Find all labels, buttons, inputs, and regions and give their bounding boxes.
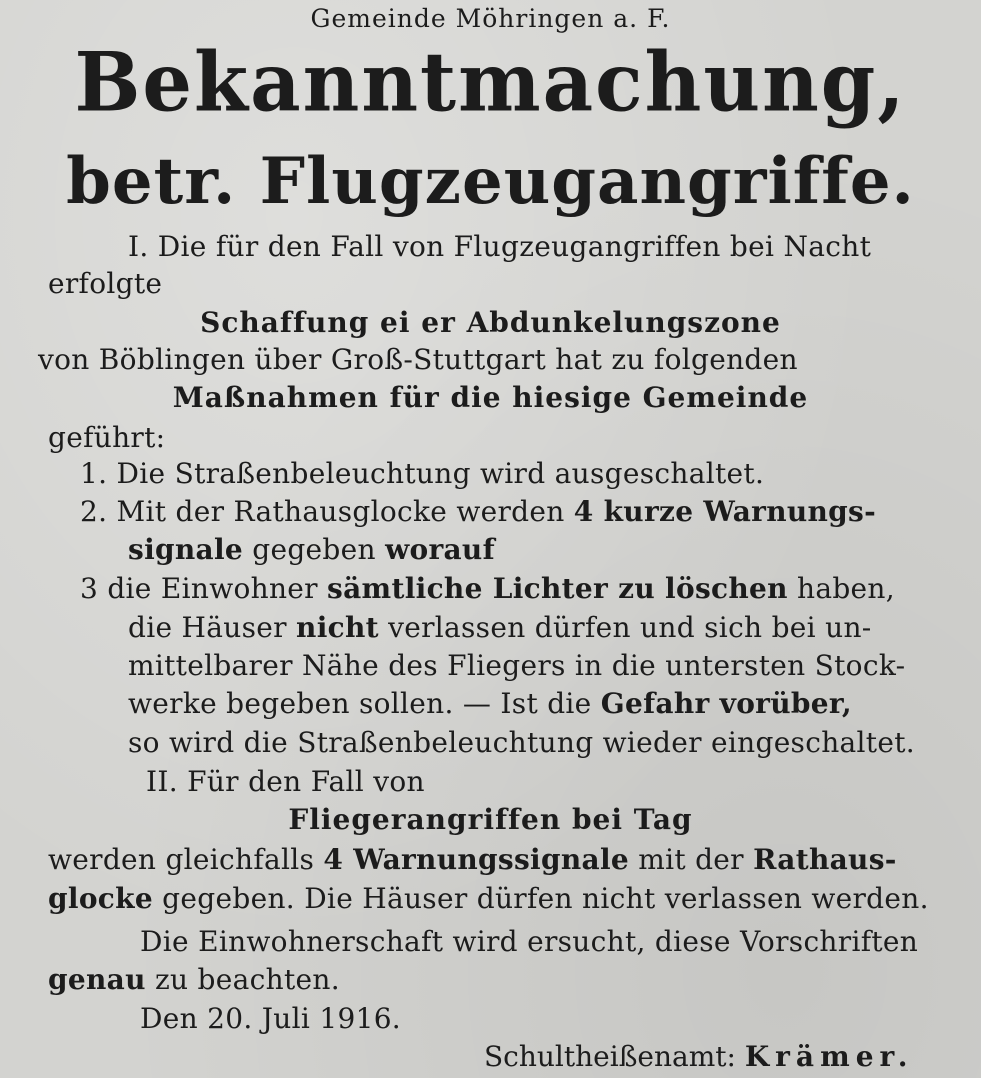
- list-item-3-end: haben,: [797, 572, 895, 605]
- notice-title: Bekanntmachung,: [74, 34, 907, 131]
- notice-date: Den 20. Juli 1916.: [140, 1002, 402, 1035]
- section2-bell: glocke: [48, 882, 153, 915]
- signature-office: Schultheißenamt:: [484, 1040, 736, 1073]
- list-item-2-signals: signale: [128, 533, 244, 566]
- section1-text-cont: geführt:: [48, 421, 166, 454]
- list-item-2-whereupon: worauf: [385, 533, 495, 566]
- list-item-2: [80, 495, 877, 528]
- list-item-2-emphasis: 4 kurze Warnungs-: [573, 495, 877, 528]
- heading-darkening-zone: Schaffung ei er Abdunkelungszone: [200, 306, 781, 339]
- section2-given: gegeben. Die Häuser dürfen nicht verlassen werden.: [162, 882, 929, 915]
- section2-likewise: werden gleichfalls: [48, 843, 315, 876]
- list-item-3-houses: die Häuser: [128, 611, 287, 644]
- closing-observe: zu beachten.: [154, 963, 340, 996]
- section1-intro: I. Die für den Fall von Flugzeugangriffen bei Nacht: [128, 230, 872, 263]
- list-item-1: 1. Die Straßenbeleuchtung wird ausgeschaltet.: [80, 457, 765, 490]
- heading-measures: Maßnahmen für die hiesige Gemeinde: [172, 381, 809, 414]
- municipality-line: Gemeinde Möhringen a. F.: [310, 4, 671, 33]
- closing-request-cont: [48, 963, 340, 996]
- list-item-3: [80, 572, 895, 605]
- list-item-3-line5: so wird die Straßenbeleuchtung wieder eingeschaltet.: [128, 726, 915, 759]
- section2-text-cont: [48, 882, 929, 915]
- signature-line: [484, 1040, 914, 1073]
- notice-subtitle: betr. Flugzeugangriffe.: [66, 144, 915, 219]
- list-item-3-floors: werke begeben sollen. — Ist die: [128, 687, 592, 720]
- list-item-2-cont: [128, 533, 495, 566]
- list-item-3-line4: [128, 687, 852, 720]
- section2-text: [48, 843, 897, 876]
- list-item-3-danger-over: Gefahr vorüber,: [600, 687, 852, 720]
- list-item-3-text: 3 die Einwohner: [80, 572, 318, 605]
- section1-intro-cont: erfolgte: [48, 267, 163, 300]
- list-item-2-text: 2. Mit der Rathausglocke werden: [80, 495, 565, 528]
- signature-name: Krämer.: [744, 1040, 914, 1073]
- section2-town-hall: Rathaus-: [753, 843, 897, 876]
- list-item-3-line3: mittelbarer Nähe des Fliegers in die untersten Stock-: [128, 649, 906, 682]
- list-item-2-given: gegeben: [252, 533, 376, 566]
- list-item-3-not: nicht: [296, 611, 379, 644]
- closing-exactly: genau: [48, 963, 146, 996]
- list-item-3-line2: [128, 611, 872, 644]
- section2-intro: II. Für den Fall von: [146, 765, 425, 798]
- heading-day-attacks: Fliegerangriffen bei Tag: [288, 803, 693, 836]
- section2-signals: 4 Warnungssignale: [323, 843, 630, 876]
- closing-request: Die Einwohnerschaft wird ersucht, diese Vorschriften: [140, 925, 919, 958]
- list-item-3-rest: verlassen dürfen und sich bei un-: [388, 611, 872, 644]
- list-item-3-emphasis: sämtliche Lichter zu löschen: [327, 572, 788, 605]
- section1-text: von Böblingen über Groß-Stuttgart hat zu folgenden: [38, 343, 798, 376]
- section2-with: mit der: [638, 843, 744, 876]
